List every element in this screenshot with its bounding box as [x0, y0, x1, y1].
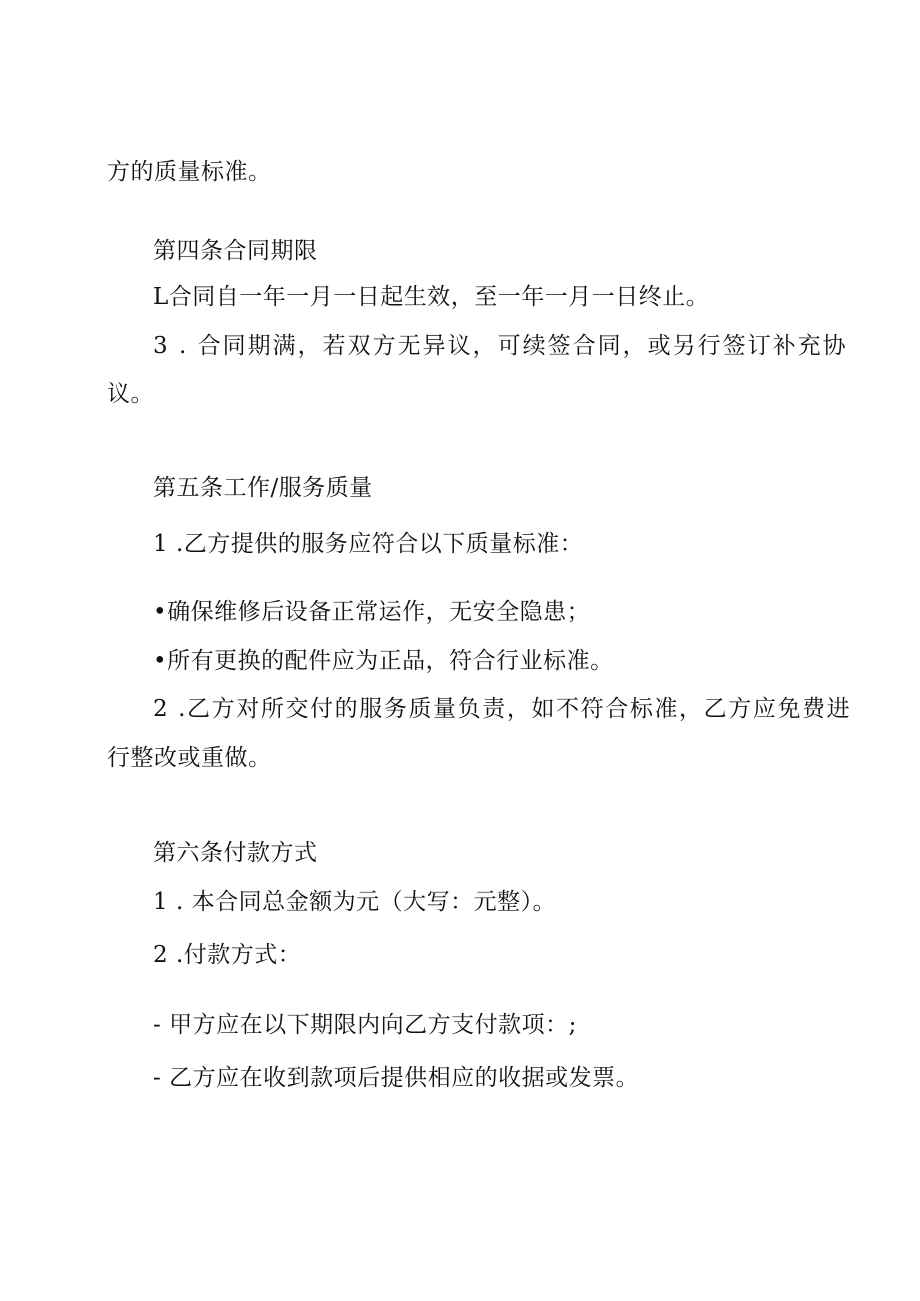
section-heading-article-6: 第六条付款方式 [153, 840, 318, 866]
section-heading-article-5: 第五条工作/服务质量 [153, 475, 373, 501]
clause-6-2: 2 .付款方式： [153, 942, 302, 968]
clause-4-2: 3 . 合同期满，若双方无异议，可续签合同，或另行签订补充协 [153, 333, 848, 359]
dash-item: - 甲方应在以下期限内向乙方支付款项：; [153, 1012, 577, 1038]
clause-5-2-continuation: 行整改或重做。 [107, 745, 272, 771]
clause-6-1: 1 . 本合同总金额为元（大写：元整）。 [153, 889, 557, 915]
bullet-item: •所有更换的配件应为正品，符合行业标准。 [153, 648, 614, 674]
section-heading-article-4: 第四条合同期限 [153, 238, 318, 264]
clause-5-2: 2 .乙方对所交付的服务质量负责，如不符合标准，乙方应免费进 [153, 696, 852, 722]
bullet-item: •确保维修后设备正常运作，无安全隐患； [153, 599, 591, 625]
clause-4-1: L合同自一年一月一日起生效，至一年一月一日终止。 [153, 284, 710, 310]
clause-5-1: 1 .乙方提供的服务应符合以下质量标准： [153, 531, 584, 557]
clause-4-2-continuation: 议。 [107, 381, 154, 407]
dash-item: - 乙方应在收到款项后提供相应的收据或发票。 [153, 1065, 640, 1091]
paragraph-continuation: 方的质量标准。 [107, 159, 272, 185]
